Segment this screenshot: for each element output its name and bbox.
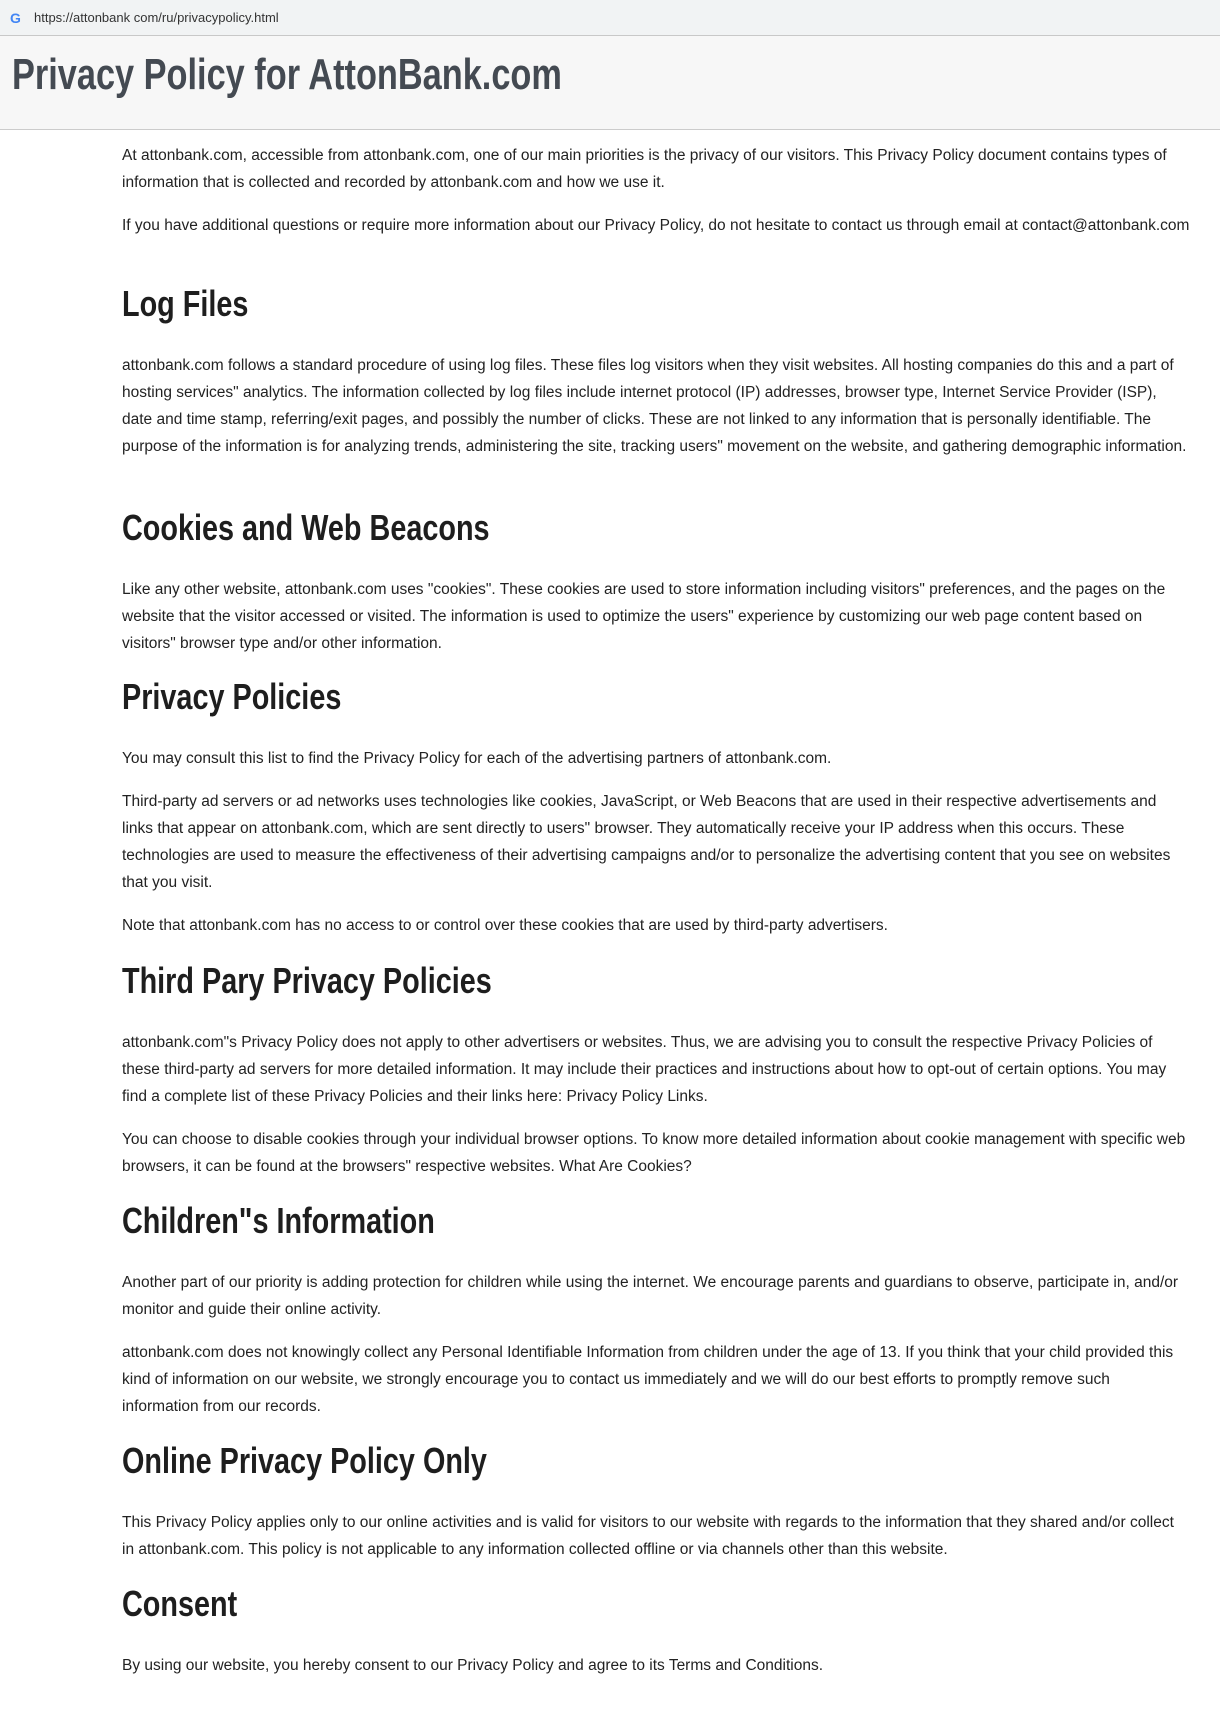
intro-paragraph: At attonbank.com, accessible from attonbank.com, one of our main priorities is the privacy of our visitors. This Privacy Policy document contains types of information that is collected and recorded by attonbank.com and how we use it. [122,147,1167,191]
intro-section [122,142,1190,255]
section-paragraph: Third-party ad servers or ad networks uses technologies like cookies, JavaScript, or Web Beacons that are used in their respective advertisements and links that appear on attonbank.com, which are sent directly to users" browser. They automatically receive your IP address when this occurs. These technologies are used to measure the effectiveness of their advertising campaigns and/or to personalize the advertising content that you see on websites that you visit. [122,793,1171,891]
url-text[interactable]: https://attonbank com/ru/privacypolicy.html [34,10,279,25]
address-bar[interactable] [0,0,1220,36]
section-log-files [122,282,1190,476]
section-heading: Log Files [122,283,249,324]
section-heading: Privacy Policies [122,676,342,717]
section-paragraph: You may consult this list to find the Privacy Policy for each of the advertising partners of attonbank.com. [122,750,832,767]
section-paragraph: You can choose to disable cookies through your individual browser options. To know more detailed information about cookie management with specific web browsers, it can be found at the browsers" respective websites. What Are Cookies? [122,1131,1186,1175]
google-g-icon: G [10,9,21,26]
section-heading: Online Privacy Policy Only [122,1440,487,1481]
section-heading: Third Pary Privacy Policies [122,960,492,1001]
section-paragraph: Another part of our priority is adding protection for children while using the internet. We encourage parents and guardians to observe, participate in, and/or monitor and guide their online activity. [122,1274,1179,1318]
section-paragraph: Like any other website, attonbank.com uses "cookies". These cookies are used to store information including visitors" preferences, and the pages on the website that the visitor accessed or visited. The information is used to optimize the users" experience by customizing our web page content based on visitors" browser type and/or other information. [122,581,1166,652]
section-heading: Cookies and Web Beacons [122,507,490,548]
page-title: Privacy Policy for AttonBank.com [12,50,562,99]
section-paragraph: By using our website, you hereby consent to our Privacy Policy and agree to its Terms and Conditions. [122,1657,824,1674]
section-cookies [122,506,1190,673]
section-children [122,1199,1190,1436]
section-privacy-policies [122,675,1190,955]
section-paragraph: attonbank.com"s Privacy Policy does not apply to other advertisers or websites. Thus, we are advising you to consult the respective Privacy Policies of these third-party ad servers for more detailed information. It may include their practices and instructions about how to opt-out of certain options. You may find a complete list of these Privacy Policies and their links here: Privacy Policy Links. [122,1034,1167,1105]
section-heading: Children"s Information [122,1200,435,1241]
page-header [0,36,1220,130]
section-online-only [122,1439,1190,1579]
intro-contact-paragraph: If you have additional questions or require more information about our Privacy Policy, do not hesitate to contact us through email at contact@attonbank.com [122,217,1190,234]
section-paragraph: attonbank.com follows a standard procedure of using log files. These files log visitors when they visit websites. All hosting companies do this and a part of hosting services" analytics. The information collected by log files include internet protocol (IP) addresses, browser type, Internet Service Provider (ISP), date and time stamp, referring/exit pages, and possibly the number of clicks. These are not linked to any information that is personally identifiable. The purpose of the information is for analyzing trends, administering the site, tracking users" movement on the website, and gathering demographic information. [122,357,1187,455]
section-consent [122,1582,1190,1695]
section-third-party [122,959,1190,1196]
section-heading: Consent [122,1583,238,1624]
section-paragraph: attonbank.com does not knowingly collect any Personal Identifiable Information from children under the age of 13. If you think that your child provided this kind of information on our website, we strongly encourage you to contact us immediately and we will do our best efforts to promptly remove such information from our records. [122,1344,1174,1415]
section-paragraph: This Privacy Policy applies only to our online activities and is valid for visitors to our website with regards to the information that they shared and/or collect in attonbank.com. This policy is not applicable to any information collected offline or via channels other than this website. [122,1514,1174,1558]
section-paragraph: Note that attonbank.com has no access to or control over these cookies that are used by third-party advertisers. [122,917,888,934]
